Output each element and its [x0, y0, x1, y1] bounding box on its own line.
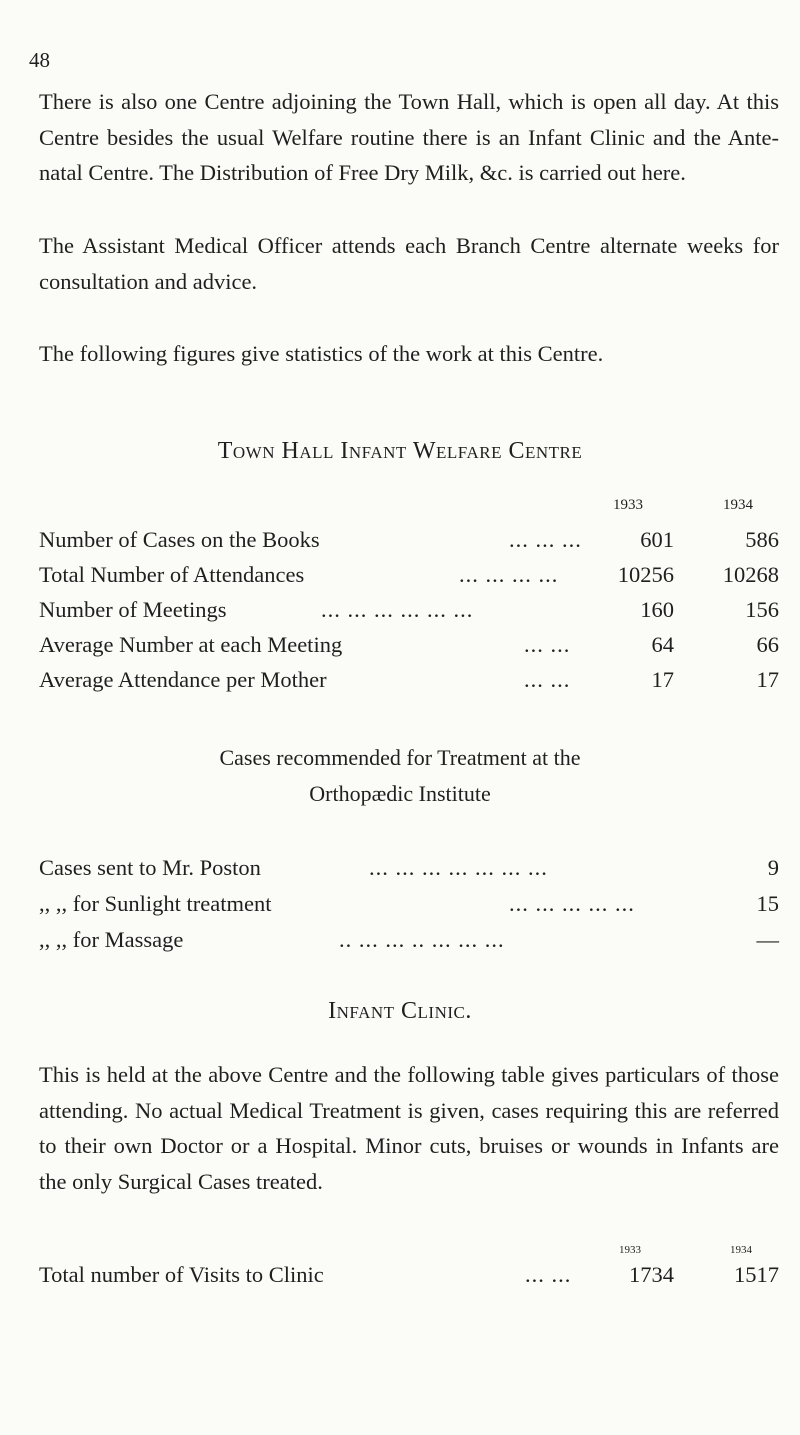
table-row: [39, 667, 779, 701]
leader-dots: ... ...: [524, 632, 571, 657]
centre-table-title: Town Hall Infant Welfare Centre: [217, 438, 583, 464]
leader-dots: ... ... ... ... ... ...: [321, 597, 474, 622]
value-1933: 10256: [617, 562, 674, 587]
value-1933: 1734: [629, 1262, 674, 1287]
leader-dots: ... ... ... ...: [459, 562, 559, 587]
year-header-1933: 1933: [619, 1244, 641, 1256]
value-1934: 10268: [722, 562, 779, 587]
value-1933: 601: [640, 527, 674, 552]
row-label: Average Number at each Meeting: [39, 632, 343, 657]
table-row: [39, 855, 779, 889]
table-row: [39, 527, 779, 561]
row-label: ,, ,, for Sunlight treatment: [39, 891, 272, 916]
row-label: Cases sent to Mr. Poston: [39, 855, 261, 880]
orthopaedic-title-line1: Cases recommended for Treatment at the: [219, 745, 581, 770]
value-1934: 156: [745, 597, 779, 622]
value-1933: 160: [640, 597, 674, 622]
value-1933: 17: [651, 667, 674, 692]
statistics-intro-paragraph: The following figures give statistics of the work at this Centre.: [39, 341, 604, 366]
table-row: [39, 597, 779, 631]
leader-dots: ... ... ...: [509, 527, 582, 552]
year-header-1933: 1933: [613, 497, 643, 513]
infant-clinic-paragraph: This is held at the above Centre and the following table gives particulars of those attending. No actual Medical Treatment is given, cases requiring this are referred to their own Doctor or a Hospital. Minor cuts, bruises or wounds in Infants are the only Surgical Cases treated.: [39, 1062, 779, 1194]
leader-dots: ... ...: [524, 667, 571, 692]
year-header-1934: 1934: [723, 497, 753, 513]
page-number: 48: [29, 48, 50, 72]
row-label: Total number of Visits to Clinic: [39, 1262, 324, 1287]
table-row: [39, 632, 779, 666]
row-value: —: [756, 927, 779, 952]
value-1934: 66: [756, 632, 779, 657]
leader-dots: ... ...: [525, 1262, 572, 1287]
value-1934: 1517: [734, 1262, 779, 1287]
row-value: 15: [756, 891, 779, 916]
intro-paragraph: There is also one Centre adjoining the Town Hall, which is open all day. At this Centre besides the usual Welfare routine there is an Infant Clinic and the Ante-natal Centre. The Distribution of Free Dry Milk, &c. is carried out here.: [39, 89, 779, 185]
value-1933: 64: [651, 632, 674, 657]
year-header-1934: 1934: [730, 1244, 752, 1256]
table-row: [39, 891, 779, 925]
leader-dots: .. ... ... .. ... ... ...: [339, 927, 505, 952]
row-label: Average Attendance per Mother: [39, 667, 327, 692]
value-1934: 586: [745, 527, 779, 552]
leader-dots: ... ... ... ... ... ... ...: [369, 855, 548, 880]
table-row: [39, 562, 779, 596]
row-label: Total Number of Attendances: [39, 562, 305, 587]
row-label: Number of Cases on the Books: [39, 527, 320, 552]
row-value: 9: [767, 855, 779, 880]
assistant-officer-paragraph: The Assistant Medical Officer attends each Branch Centre alternate weeks for consultation and advice.: [39, 233, 779, 294]
table-row: [39, 927, 779, 961]
infant-clinic-title: Infant Clinic.: [328, 998, 472, 1024]
leader-dots: ... ... ... ... ...: [509, 891, 635, 916]
row-label: Number of Meetings: [39, 597, 227, 622]
orthopaedic-title-line2: Orthopædic Institute: [309, 781, 491, 806]
value-1934: 17: [756, 667, 779, 692]
row-label: ,, ,, for Massage: [39, 927, 184, 952]
table-row: [39, 1262, 779, 1296]
